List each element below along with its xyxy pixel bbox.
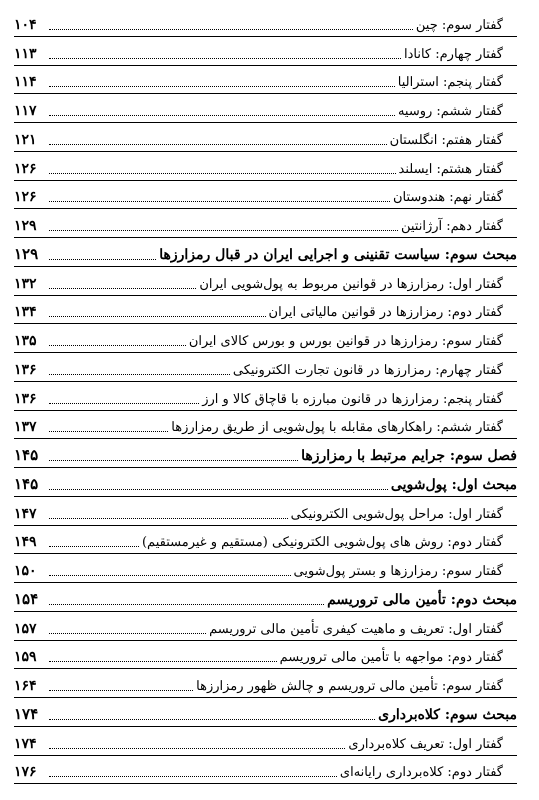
table-of-contents: [14, 8, 517, 784]
toc-entry: [14, 612, 517, 641]
toc-entry-title: گفتار اول: تعریف کلاه‌برداری: [348, 736, 503, 752]
toc-entry-title: گفتار اول: مراحل پول‌شویی الکترونیکی: [290, 506, 503, 522]
toc-entry: [14, 66, 517, 95]
toc-page-number: ۱۴۹: [14, 534, 37, 551]
toc-page-number: ۱۶۴: [14, 678, 37, 694]
dot-leader: [49, 546, 139, 547]
dot-leader: [49, 690, 193, 691]
toc-page-number: ۱۴۵: [14, 474, 39, 493]
toc-page-number: ۱۵۴: [14, 589, 39, 608]
dot-leader: [49, 345, 186, 346]
dot-leader: [49, 719, 375, 720]
dot-leader: [49, 460, 298, 461]
toc-page-number: ۱۷۶: [14, 764, 37, 781]
toc-page-number: ۱۲۶: [14, 160, 37, 177]
toc-entry: [14, 296, 517, 325]
toc-entry-title: گفتار پنجم: رمزارزها در قانون مبارزه با قاچاق کالا و ارز: [202, 391, 503, 407]
toc-entry: [14, 411, 517, 440]
toc-entry-title: گفتار دهم: آرژانتین: [400, 219, 503, 234]
toc-page-number: ۱۵۷: [14, 620, 37, 637]
toc-entry: [14, 181, 517, 210]
toc-entry-title: گفتار چهارم: رمزارزها در قانون تجارت الکترونیکی: [232, 362, 503, 378]
toc-entry-title: گفتار نهم: هندوستان: [392, 190, 503, 206]
toc-entry: [14, 152, 517, 181]
toc-section-heading: [14, 698, 517, 727]
toc-entry: [14, 382, 517, 411]
dot-leader: [49, 115, 395, 116]
toc-page-number: ۱۴۷: [14, 505, 37, 522]
toc-entry: [14, 756, 517, 785]
toc-entry: [14, 353, 517, 382]
dot-leader: [49, 604, 324, 605]
toc-entry-title: مبحث سوم: سیاست تقنینی و اجرایی ایران در قبال رمزارزها: [159, 246, 517, 263]
toc-entry-title: مبحث دوم: تأمین مالی تروریسم: [327, 591, 517, 608]
dot-leader: [49, 259, 156, 260]
toc-entry: [14, 669, 517, 698]
toc-entry-title: گفتار هفتم: انگلستان: [389, 132, 503, 148]
dot-leader: [49, 776, 337, 777]
toc-page-number: ۱۳۵: [14, 333, 37, 349]
dot-leader: [49, 173, 396, 174]
toc-entry: [14, 94, 517, 123]
toc-entry: [14, 8, 517, 37]
toc-page-number: ۱۱۳: [14, 45, 37, 62]
toc-page-number: ۱۳۶: [14, 361, 37, 378]
toc-entry-title: گفتار سوم: رمزارزها و بستر پول‌شویی: [293, 564, 503, 579]
toc-entry: [14, 324, 517, 353]
toc-page-number: ۱۱۷: [14, 103, 37, 119]
toc-entry-title: گفتار پنجم: استرالیا: [397, 75, 503, 91]
dot-leader: [49, 316, 266, 317]
dot-leader: [49, 58, 401, 59]
toc-page-number: ۱۳۴: [14, 304, 37, 321]
toc-section-heading: [14, 468, 517, 497]
toc-page-number: ۱۵۰: [14, 563, 37, 579]
dot-leader: [49, 230, 398, 231]
dot-leader: [49, 518, 288, 519]
toc-entry-title: گفتار سوم: چین: [415, 17, 503, 33]
toc-entry-title: فصل سوم: جرایم مرتبط با رمزارزها: [301, 448, 517, 464]
toc-section-heading: [14, 238, 517, 267]
toc-entry-title: گفتار هشتم: ایسلند: [398, 161, 503, 177]
toc-page-number: ۱۷۴: [14, 704, 39, 723]
toc-entry-title: گفتار سوم: رمزارزها در قوانین بورس و بورس کالای ایران: [188, 334, 503, 349]
toc-entry-title: گفتار ششم: روسیه: [397, 104, 503, 119]
dot-leader: [49, 403, 199, 404]
dot-leader: [49, 144, 387, 145]
toc-entry-title: گفتار دوم: روش های پول‌شویی الکترونیکی (مستقیم و غیرمستقیم): [141, 535, 503, 551]
dot-leader: [49, 661, 277, 662]
dot-leader: [49, 748, 345, 749]
toc-entry: [14, 554, 517, 583]
toc-page-number: ۱۴۵: [14, 446, 39, 464]
toc-page-number: ۱۱۴: [14, 74, 37, 91]
dot-leader: [49, 374, 230, 375]
toc-entry-title: مبحث اول: پول‌شویی: [390, 476, 517, 493]
toc-entry: [14, 209, 517, 238]
toc-entry: [14, 641, 517, 670]
toc-page-number: ۱۲۱: [14, 131, 37, 148]
toc-entry-title: گفتار چهارم: کانادا: [403, 46, 503, 62]
toc-page-number: ۱۰۴: [14, 16, 37, 33]
dot-leader: [49, 201, 390, 202]
dot-leader: [49, 86, 395, 87]
dot-leader: [49, 29, 413, 30]
toc-entry-title: گفتار دوم: رمزارزها در قوانین مالیاتی ایران: [268, 305, 503, 321]
dot-leader: [49, 431, 168, 432]
dot-leader: [49, 633, 206, 634]
toc-entry-title: گفتار سوم: تأمین مالی تروریسم و چالش ظهور رمزارزها: [196, 679, 503, 694]
toc-entry-title: گفتار اول: تعریف و ماهیت کیفری تأمین مالی تروریسم: [209, 621, 503, 637]
toc-entry: [14, 497, 517, 526]
toc-page-number: ۱۳۷: [14, 419, 37, 436]
toc-entry: [14, 267, 517, 296]
toc-section-heading: [14, 439, 517, 468]
toc-page-number: ۱۲۹: [14, 244, 39, 263]
toc-entry-title: گفتار دوم: مواجهه با تأمین مالی تروریسم: [279, 650, 503, 666]
toc-entry-title: گفتار دوم: کلاه‌برداری رایانه‌ای: [339, 765, 503, 781]
toc-page-number: ۱۳۲: [14, 275, 37, 292]
dot-leader: [49, 575, 291, 576]
toc-entry-title: گفتار اول: رمزارزها در قوانین مربوط به پول‌شویی ایران: [199, 276, 503, 292]
toc-page-number: ۱۵۹: [14, 649, 37, 666]
toc-entry: [14, 727, 517, 756]
toc-entry: [14, 123, 517, 152]
dot-leader: [49, 288, 196, 289]
toc-entry-title: گفتار ششم: راهکارهای مقابله با پول‌شویی از طریق رمزارزها: [171, 420, 503, 436]
toc-page-number: ۱۲۶: [14, 189, 37, 206]
dot-leader: [49, 489, 388, 490]
toc-section-heading: [14, 583, 517, 612]
toc-entry: [14, 37, 517, 66]
toc-page-number: ۱۲۹: [14, 218, 37, 234]
toc-page-number: ۱۷۴: [14, 735, 37, 752]
toc-entry: [14, 526, 517, 555]
toc-entry-title: مبحث سوم: کلاه‌برداری: [378, 706, 517, 723]
toc-page-number: ۱۳۶: [14, 390, 37, 407]
